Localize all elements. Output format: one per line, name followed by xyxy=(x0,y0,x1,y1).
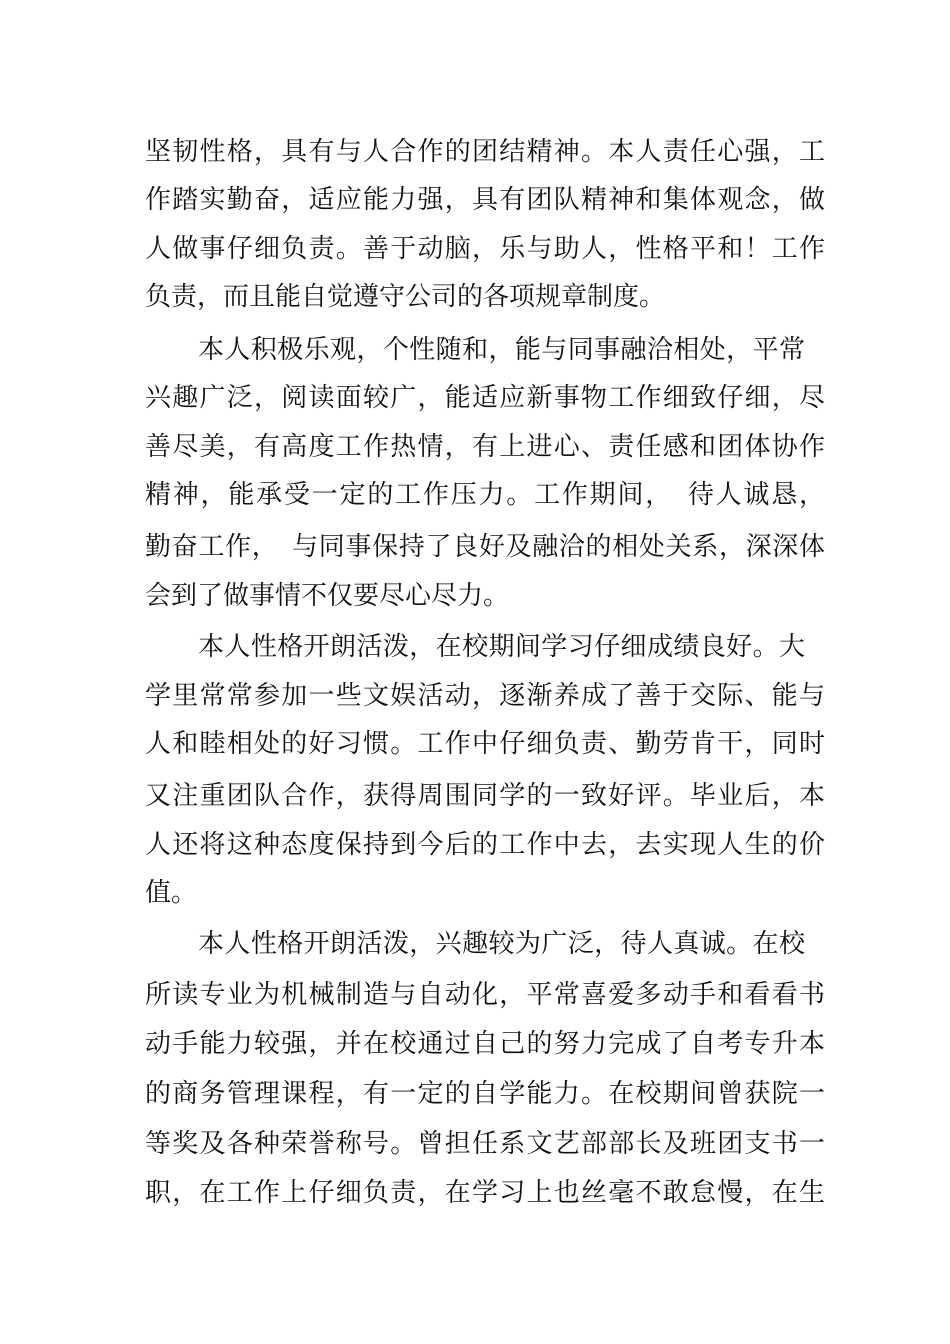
text-line: 又注重团队合作，获得周围同学的一致好评。毕业后，本 xyxy=(145,781,825,811)
text-line: 兴趣广泛，阅读面较广，能适应新事物工作细致仔细，尽 xyxy=(145,383,825,413)
text-line: 人和睦相处的好习惯。工作中仔细负责、勤劳肯干，同时 xyxy=(145,729,825,759)
text-line: 值。 xyxy=(145,878,198,908)
text-line: 善尽美，有高度工作热情，有上进心、责任感和团体协作 xyxy=(145,432,825,462)
text-line: 坚韧性格，具有与人合作的团结精神。本人责任心强，工 xyxy=(145,137,825,167)
text-line: 本人性格开朗活泼，兴趣较为广泛，待人真诚。在校 xyxy=(198,929,805,959)
text-line: 的商务管理课程，有一定的自学能力。在校期间曾获院一 xyxy=(145,1079,825,1109)
text-line: 人还将这种态度保持到今后的工作中去，去实现人生的价 xyxy=(145,830,825,860)
text-line: 作踏实勤奋，适应能力强，具有团队精神和集体观念，做 xyxy=(145,185,825,215)
text-line: 人做事仔细负责。善于动脑，乐与助人，性格平和！工作 xyxy=(145,234,825,264)
text-line: 等奖及各种荣誉称号。曾担任系文艺部部长及班团支书一 xyxy=(145,1129,825,1159)
text-line: 本人性格开朗活泼，在校期间学习仔细成绩良好。大 xyxy=(198,632,805,662)
text-line: 学里常常参加一些文娱活动，逐渐养成了善于交际、能与 xyxy=(145,681,825,711)
text-line: 动手能力较强，并在校通过自己的努力完成了自考专升本 xyxy=(145,1029,825,1059)
text-line: 会到了做事情不仅要尽心尽力。 xyxy=(145,581,510,611)
text-line: 勤奋工作， 与同事保持了良好及融洽的相处关系，深深体 xyxy=(145,532,825,562)
text-line: 本人积极乐观，个性随和，能与同事融洽相处，平常 xyxy=(198,335,805,365)
text-line: 所读专业为机械制造与自动化，平常喜爱多动手和看看书 xyxy=(145,980,825,1010)
text-line: 精神，能承受一定的工作压力。工作期间， 待人诚恳， xyxy=(145,480,825,510)
text-line: 负责，而且能自觉遵守公司的各项规章制度。 xyxy=(145,282,666,312)
text-line: 职，在工作上仔细负责，在学习上也丝毫不敢怠慢，在生 xyxy=(145,1178,825,1208)
